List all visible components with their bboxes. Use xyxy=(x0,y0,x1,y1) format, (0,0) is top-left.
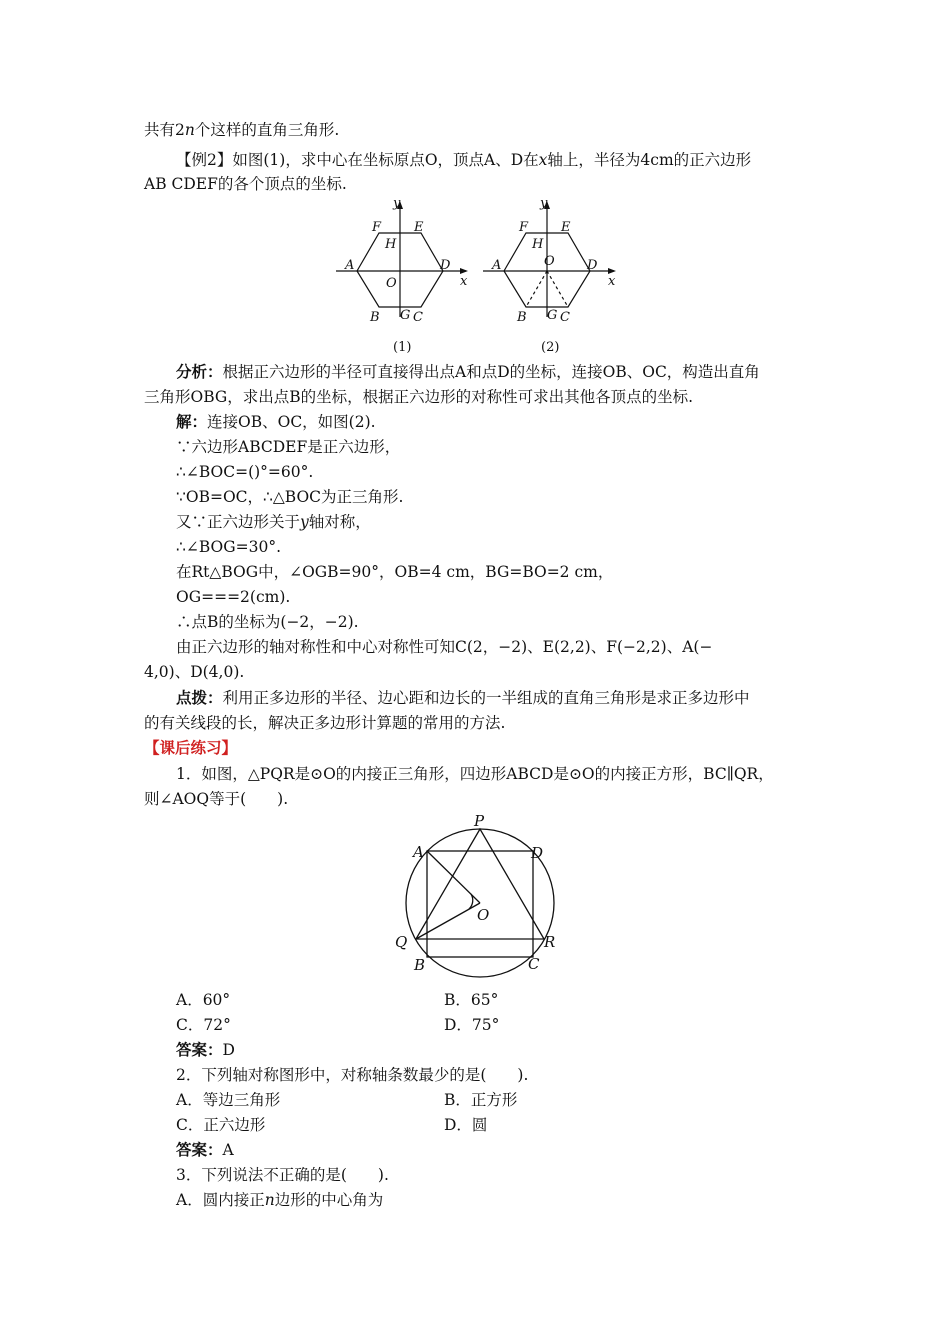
tip-line1: 点拨：利用正多边形的半径、边心距和边长的一半组成的直角三角形是求正多边形中 xyxy=(176,688,750,707)
fig2-label-C: C xyxy=(560,310,570,325)
q1-option-d: D．75° xyxy=(444,1016,500,1034)
solution-line11: 4,0)、D(4,0). xyxy=(144,663,245,681)
example2-line2: AB CDEF的各个顶点的坐标. xyxy=(144,175,347,193)
label-Q: Q xyxy=(395,933,408,951)
q3-option-a: A．圆内接正n边形的中心角为 xyxy=(176,1191,384,1209)
label-C: C xyxy=(528,955,540,973)
fig1-label-F: F xyxy=(372,220,382,235)
solution-line6: ∴∠BOG=30°. xyxy=(176,538,282,556)
label-P: P xyxy=(474,815,485,830)
label-D: D xyxy=(531,844,544,862)
fig2-label-y: y xyxy=(540,196,548,211)
q3-line1: 3．下列说法不正确的是( ). xyxy=(176,1166,389,1184)
solution-line3: ∴∠BOC=()°=60°. xyxy=(176,463,314,481)
segment-OC xyxy=(547,271,568,307)
solution-line4: ∵OB=OC，∴△BOC为正三角形. xyxy=(176,488,404,506)
q2-option-a: A．等边三角形 xyxy=(176,1091,281,1109)
label-A: A xyxy=(413,843,424,861)
q1-option-b: B．65° xyxy=(444,991,499,1009)
fig1-label-G: G xyxy=(400,308,411,323)
fig2-label-H: H xyxy=(532,237,544,252)
fig1-label-y: y xyxy=(393,196,401,211)
q1-answer: 答案：D xyxy=(176,1040,235,1059)
fig1-label-A: A xyxy=(345,258,355,273)
exercises-heading: 【课后练习】 xyxy=(144,738,238,757)
solution-line9: ∴点B的坐标为(−2，−2). xyxy=(176,613,359,631)
fig2-label-x: x xyxy=(608,274,616,289)
q2-answer: 答案：A xyxy=(176,1140,234,1159)
fig1-label-H: H xyxy=(385,237,397,252)
solution-line2: ∵六边形ABCDEF是正六边形， xyxy=(176,438,401,456)
fig1-label-B: B xyxy=(370,310,380,325)
q2-option-c: C．正六边形 xyxy=(176,1116,266,1134)
analysis-line1: 分析：根据正六边形的半径可直接得出点A和点D的坐标，连接OB、OC，构造出直角 xyxy=(176,362,760,381)
fig1-label-x: x xyxy=(460,274,468,289)
fig1-label-D: D xyxy=(440,258,451,273)
q2-option-d: D．圆 xyxy=(444,1116,488,1134)
fig1-label-O: O xyxy=(386,276,397,291)
fig2-label-O: O xyxy=(544,254,555,269)
q1-option-c: C．72° xyxy=(176,1016,231,1034)
q1-option-a: A．60° xyxy=(176,991,231,1009)
label-R: R xyxy=(544,933,556,951)
tip-line2: 的有关线段的长，解决正多边形计算题的常用的方法. xyxy=(144,714,506,732)
fig2-label-B: B xyxy=(517,310,527,325)
fig2-label-F: F xyxy=(519,220,529,235)
q2-option-b: B．正方形 xyxy=(444,1091,518,1109)
hexagon-figures xyxy=(330,195,630,360)
intro-paragraph: 共有2n个这样的直角三角形. xyxy=(144,121,340,139)
solution-line7: 在Rt△BOG中，∠OGB=90°，OB=4 cm，BG=BO=2 cm， xyxy=(176,563,614,581)
fig2-label-G: G xyxy=(547,308,558,323)
q1-line2: 则∠AOQ等于( ). xyxy=(144,790,289,808)
analysis-line2: 三角形OBG，求出点B的坐标，根据正六边形的对称性可求出其他各顶点的坐标. xyxy=(144,388,694,406)
fig2-label-E: E xyxy=(561,220,571,235)
solution-line5: 又∵正六边形关于y轴对称， xyxy=(176,513,371,531)
solution-line1: 解：连接OB、OC，如图(2). xyxy=(176,412,376,431)
fig2-caption: (2) xyxy=(541,340,560,355)
fig1-caption: (1) xyxy=(393,340,412,355)
fig2-label-A: A xyxy=(492,258,502,273)
example2-line1: 【例2】如图(1)，求中心在坐标原点O，顶点A、D在x轴上，半径为4cm的正六边形 xyxy=(176,151,752,169)
q2-line1: 2．下列轴对称图形中，对称轴条数最少的是( ). xyxy=(176,1066,529,1084)
label-B: B xyxy=(414,956,426,974)
fig1-label-E: E xyxy=(414,220,424,235)
solution-line8: OG===2(cm). xyxy=(176,588,291,606)
fig2-label-D: D xyxy=(587,258,598,273)
q1-line1: 1．如图，△PQR是⊙O的内接正三角形，四边形ABCD是⊙O的内接正方形，BC∥QR， xyxy=(176,765,774,783)
fig1-label-C: C xyxy=(413,310,423,325)
segment-OB xyxy=(526,271,547,307)
label-O: O xyxy=(477,906,490,924)
circle-figure xyxy=(385,815,575,985)
solution-line10: 由正六边形的轴对称性和中心对称性可知C(2，−2)、E(2,2)、F(−2,2)、A(− xyxy=(176,638,713,656)
